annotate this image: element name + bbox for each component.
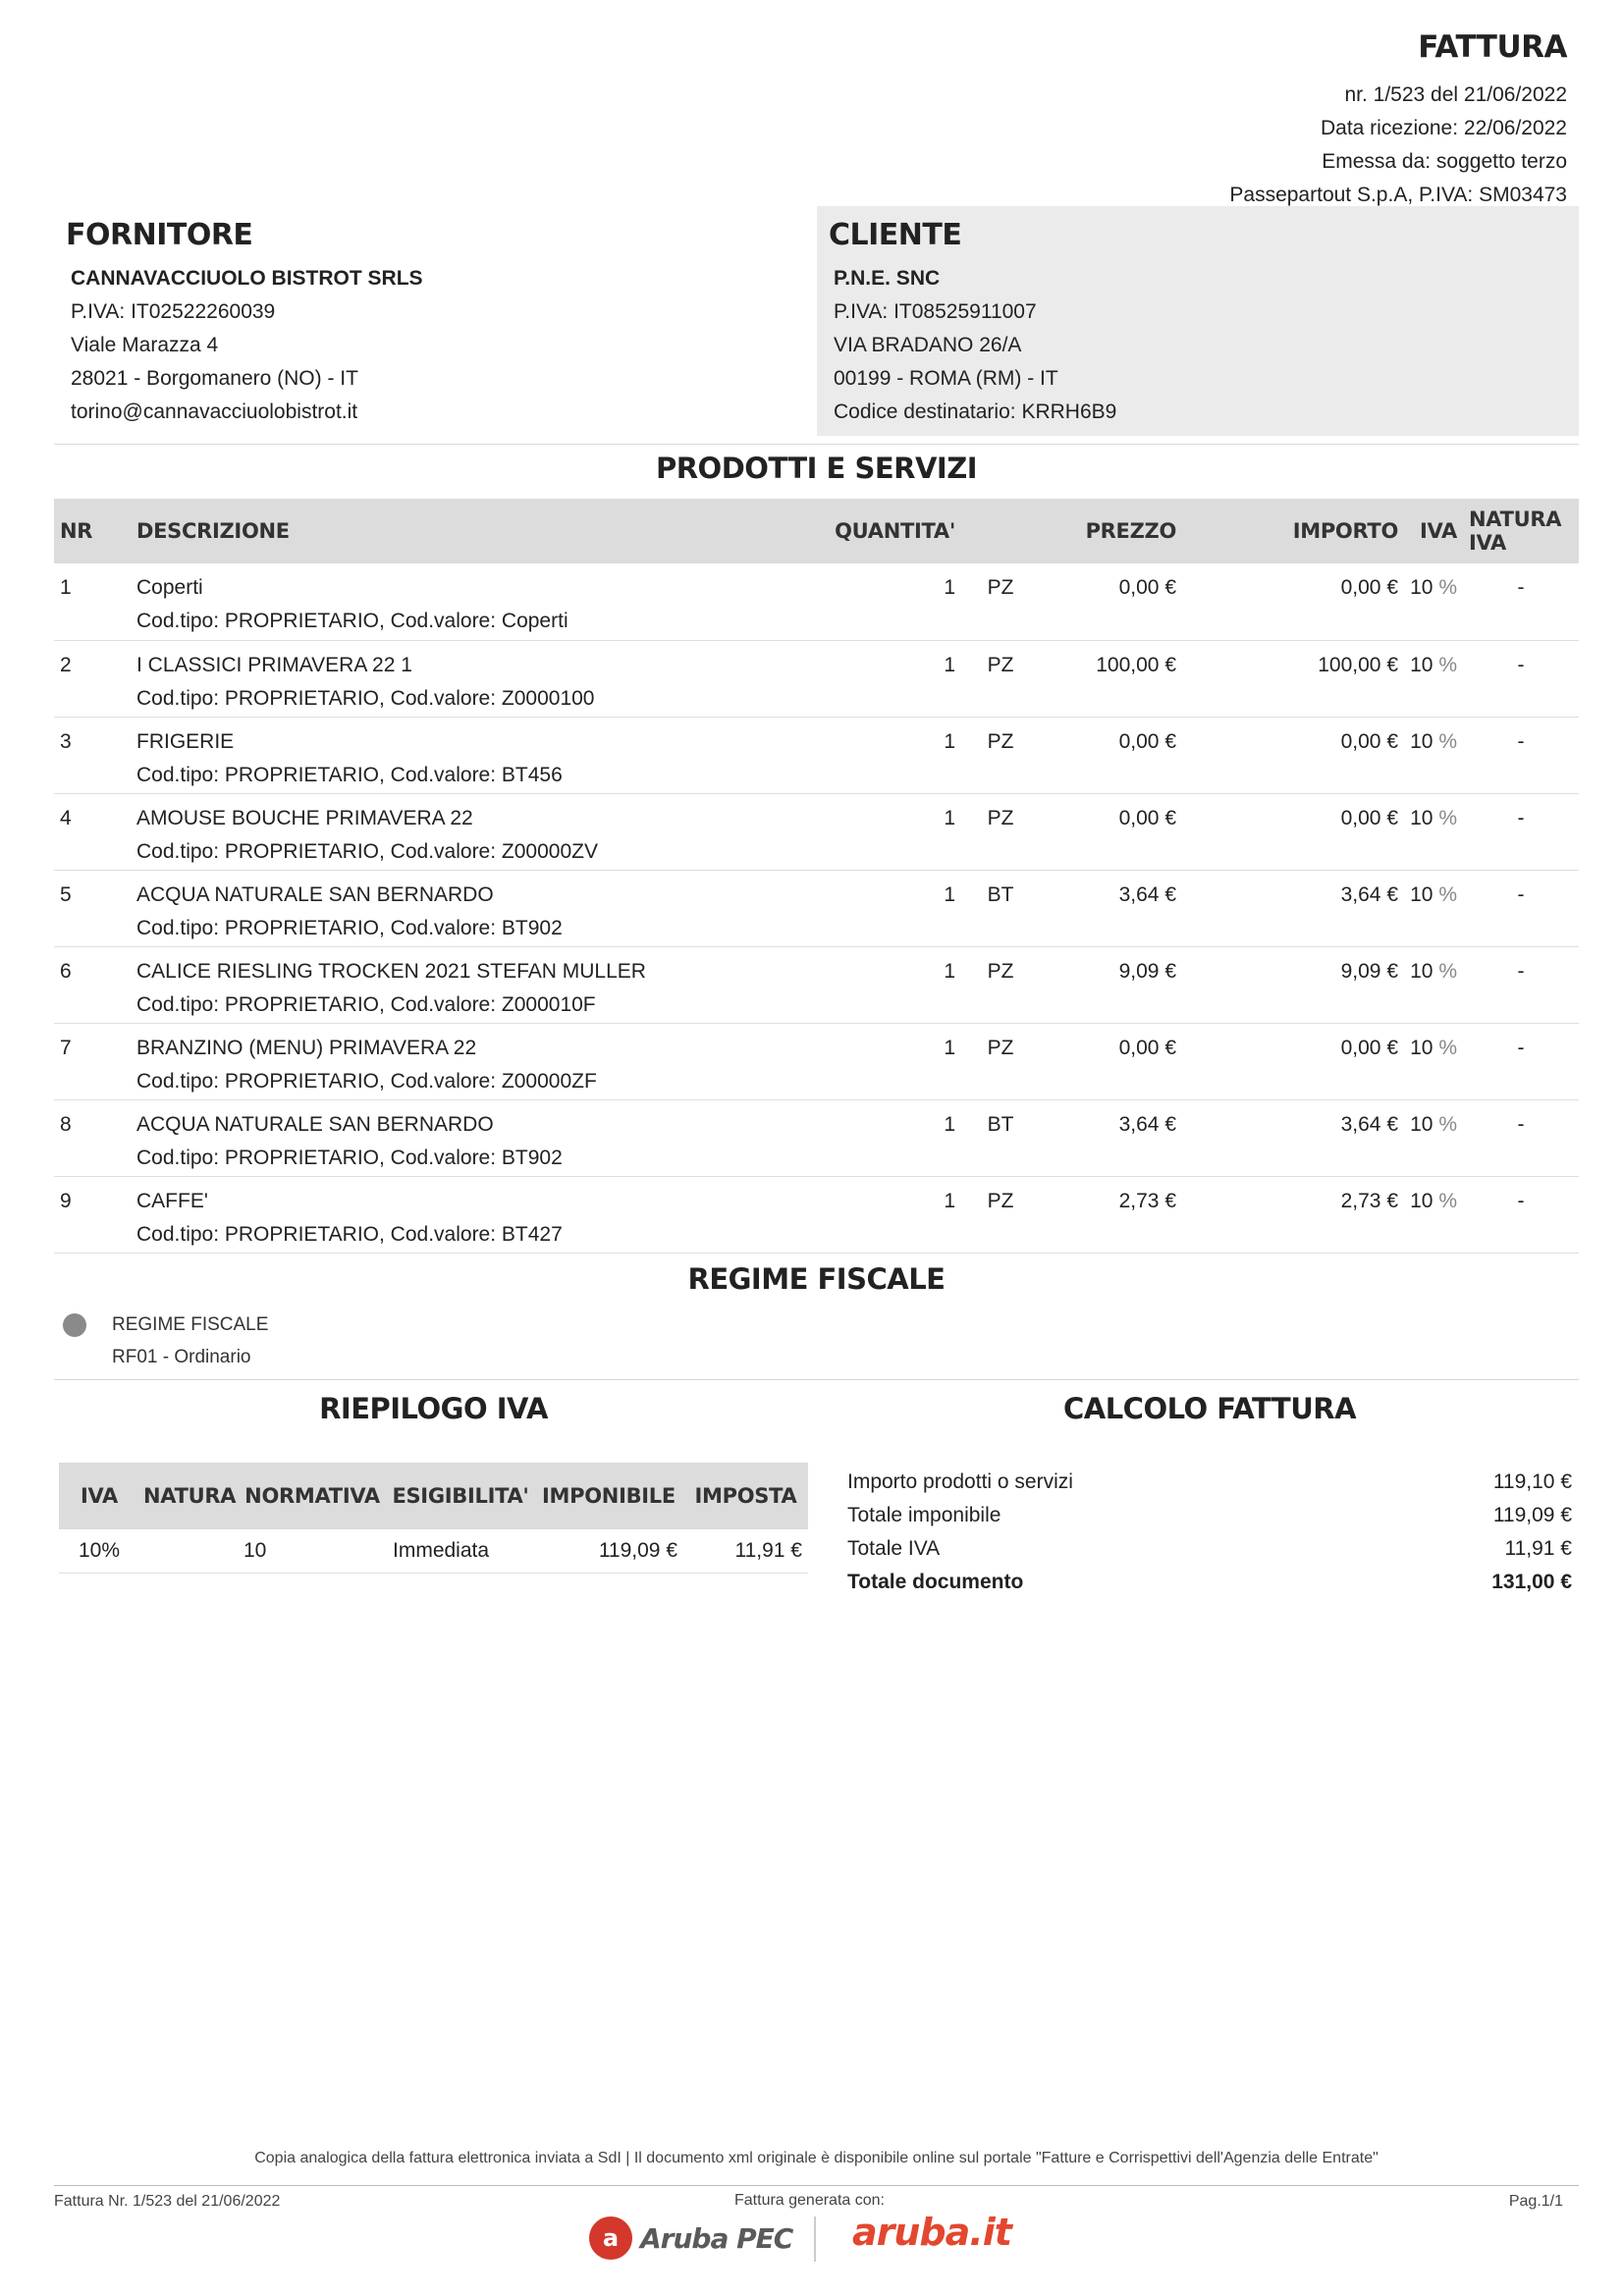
divider bbox=[54, 1379, 1579, 1380]
table-row bbox=[54, 1176, 1579, 1253]
row-price: 2,73 € bbox=[1118, 1189, 1176, 1212]
row-vat bbox=[1404, 1176, 1463, 1253]
row-nr: 1 bbox=[60, 576, 72, 599]
products-header-row bbox=[54, 499, 1579, 563]
row-code: Cod.tipo: PROPRIETARIO, Cod.valore: Z00000ZF bbox=[136, 1069, 597, 1093]
row-nature: - bbox=[1517, 882, 1525, 906]
row-amount: 9,09 € bbox=[1340, 959, 1398, 983]
row-price: 0,00 € bbox=[1118, 1036, 1176, 1059]
calc-value: 119,09 € bbox=[1492, 1504, 1572, 1526]
row-vat-pct: % bbox=[1438, 653, 1457, 676]
regime-label: REGIME FISCALE bbox=[112, 1314, 269, 1335]
issued-by: Emessa da: soggetto terzo bbox=[1322, 150, 1567, 173]
row-amount: 2,73 € bbox=[1340, 1189, 1398, 1212]
vat-summary-title: RIEPILOGO IVA bbox=[319, 1392, 548, 1425]
row-vat-pct: % bbox=[1438, 576, 1457, 599]
row-price: 0,00 € bbox=[1118, 729, 1176, 753]
row-qty: 1 bbox=[944, 959, 955, 983]
aruba-seal-icon: a bbox=[589, 2216, 632, 2260]
row-nature: - bbox=[1517, 806, 1525, 829]
row-unit: PZ bbox=[987, 1189, 1014, 1212]
calc-value: 11,91 € bbox=[1504, 1537, 1572, 1560]
row-description bbox=[131, 640, 730, 717]
row-amount: 0,00 € bbox=[1340, 729, 1398, 753]
row-vat-rate: 10 bbox=[1410, 1112, 1434, 1136]
row-amount: 100,00 € bbox=[1318, 653, 1398, 676]
row-amount: 0,00 € bbox=[1340, 1036, 1398, 1059]
row-unit: PZ bbox=[987, 1036, 1014, 1059]
row-description bbox=[131, 563, 730, 640]
aruba-pec-wordmark: Aruba PEC bbox=[640, 2221, 793, 2255]
row-vat-pct: % bbox=[1438, 729, 1457, 753]
table-row bbox=[54, 640, 1579, 717]
supplier-city: 28021 - Borgomanero (NO) - IT bbox=[71, 367, 358, 390]
row-vat-rate: 10 bbox=[1410, 806, 1434, 829]
table-row bbox=[59, 1529, 808, 1573]
row-qty: 1 bbox=[944, 1036, 955, 1059]
row-vat-rate: 10 bbox=[1410, 1036, 1434, 1059]
col-esigibilita: ESIGIBILITA' bbox=[387, 1463, 534, 1529]
footer-note: Copia analogica della fattura elettronica inviata a SdI | Il documento xml originale è disponibile online sul portale "Fatture e Corrispettivi dell'Agenzia delle Entrate" bbox=[254, 2150, 1379, 2166]
calc-label: Totale IVA bbox=[847, 1537, 941, 1560]
client-city: 00199 - ROMA (RM) - IT bbox=[834, 367, 1058, 390]
row-vat bbox=[1404, 870, 1463, 946]
row-desc: ACQUA NATURALE SAN BERNARDO bbox=[136, 882, 494, 906]
calc-row bbox=[847, 1499, 1572, 1532]
col-importo: IMPORTO bbox=[1182, 499, 1404, 563]
vat-esigibilita: Immediata bbox=[387, 1529, 534, 1573]
col-prezzo: PREZZO bbox=[1040, 499, 1182, 563]
supplier-vat: P.IVA: IT02522260039 bbox=[71, 300, 276, 323]
row-price: 3,64 € bbox=[1118, 882, 1176, 906]
row-desc: CAFFE' bbox=[136, 1189, 208, 1212]
supplier-panel bbox=[54, 206, 810, 436]
footer-divider bbox=[54, 2185, 1579, 2186]
row-vat bbox=[1404, 1099, 1463, 1176]
row-nature: - bbox=[1517, 729, 1525, 753]
row-nr: 7 bbox=[60, 1036, 72, 1059]
row-nature: - bbox=[1517, 576, 1525, 599]
row-amount: 3,64 € bbox=[1340, 882, 1398, 906]
calc-total-row bbox=[847, 1566, 1572, 1599]
row-code: Cod.tipo: PROPRIETARIO, Cod.valore: Coperti bbox=[136, 610, 568, 632]
calc-label: Totale imponibile bbox=[847, 1504, 1001, 1526]
row-vat-rate: 10 bbox=[1410, 729, 1434, 753]
table-row bbox=[54, 870, 1579, 946]
table-row bbox=[54, 717, 1579, 793]
row-vat-pct: % bbox=[1438, 806, 1457, 829]
row-nr: 5 bbox=[60, 882, 72, 906]
row-unit: PZ bbox=[987, 729, 1014, 753]
row-qty: 1 bbox=[944, 729, 955, 753]
row-description bbox=[131, 793, 730, 870]
row-nature: - bbox=[1517, 1112, 1525, 1136]
row-vat-rate: 10 bbox=[1410, 576, 1434, 599]
row-code: Cod.tipo: PROPRIETARIO, Cod.valore: BT902 bbox=[136, 916, 563, 939]
row-price: 0,00 € bbox=[1118, 576, 1176, 599]
row-vat bbox=[1404, 1023, 1463, 1099]
row-unit: PZ bbox=[987, 653, 1014, 676]
row-amount: 3,64 € bbox=[1340, 1112, 1398, 1136]
row-desc: CALICE RIESLING TROCKEN 2021 STEFAN MULLER bbox=[136, 959, 646, 983]
row-code: Cod.tipo: PROPRIETARIO, Cod.valore: BT456 bbox=[136, 763, 563, 786]
table-row bbox=[54, 1099, 1579, 1176]
col-iva: IVA bbox=[59, 1463, 139, 1529]
row-nr: 9 bbox=[60, 1189, 72, 1212]
row-description bbox=[131, 1023, 730, 1099]
row-nature: - bbox=[1517, 1036, 1525, 1059]
client-address: VIA BRADANO 26/A bbox=[834, 334, 1022, 356]
row-description bbox=[131, 717, 730, 793]
products-title: PRODOTTI E SERVIZI bbox=[655, 452, 978, 485]
row-desc: ACQUA NATURALE SAN BERNARDO bbox=[136, 1112, 494, 1136]
row-vat bbox=[1404, 563, 1463, 640]
row-qty: 1 bbox=[944, 576, 955, 599]
row-vat bbox=[1404, 946, 1463, 1023]
regime-title: REGIME FISCALE bbox=[687, 1262, 946, 1296]
vat-rate: 10% bbox=[59, 1529, 139, 1573]
calc-value: 119,10 € bbox=[1492, 1470, 1572, 1493]
row-price: 9,09 € bbox=[1118, 959, 1176, 983]
row-desc: BRANZINO (MENU) PRIMAVERA 22 bbox=[136, 1036, 477, 1059]
table-row bbox=[54, 793, 1579, 870]
row-vat-pct: % bbox=[1438, 1036, 1457, 1059]
row-amount: 0,00 € bbox=[1340, 576, 1398, 599]
row-desc: I CLASSICI PRIMAVERA 22 1 bbox=[136, 653, 412, 676]
row-code: Cod.tipo: PROPRIETARIO, Cod.valore: Z000010F bbox=[136, 992, 596, 1016]
col-nr: NR bbox=[54, 499, 131, 563]
col-iva: IVA bbox=[1404, 499, 1463, 563]
row-vat-rate: 10 bbox=[1410, 653, 1434, 676]
products-table bbox=[54, 499, 1579, 1254]
row-description bbox=[131, 1176, 730, 1253]
table-row bbox=[54, 1023, 1579, 1099]
row-vat-pct: % bbox=[1438, 882, 1457, 906]
col-unit bbox=[961, 499, 1040, 563]
vat-normativa: 10 bbox=[238, 1529, 387, 1573]
footer-page-number: Pag.1/1 bbox=[1508, 2193, 1563, 2210]
calc-panel bbox=[847, 1466, 1572, 1599]
vat-summary-header-row bbox=[59, 1463, 808, 1529]
calc-row bbox=[847, 1466, 1572, 1499]
logo-separator bbox=[814, 2216, 816, 2262]
invoice-number: nr. 1/523 del 21/06/2022 bbox=[1344, 83, 1567, 106]
row-vat-pct: % bbox=[1438, 959, 1457, 983]
row-description bbox=[131, 870, 730, 946]
row-price: 100,00 € bbox=[1096, 653, 1176, 676]
row-nr: 4 bbox=[60, 806, 72, 829]
col-natura: NATURA bbox=[139, 1463, 238, 1529]
row-unit: PZ bbox=[987, 806, 1014, 829]
row-nr: 3 bbox=[60, 729, 72, 753]
client-recipient-code: Codice destinatario: KRRH6B9 bbox=[834, 400, 1117, 423]
col-normativa: NORMATIVA bbox=[238, 1463, 387, 1529]
row-vat-rate: 10 bbox=[1410, 1189, 1434, 1212]
vat-nature bbox=[139, 1529, 238, 1573]
row-qty: 1 bbox=[944, 1112, 955, 1136]
row-nature: - bbox=[1517, 653, 1525, 676]
row-price: 0,00 € bbox=[1118, 806, 1176, 829]
row-vat-rate: 10 bbox=[1410, 959, 1434, 983]
row-vat bbox=[1404, 717, 1463, 793]
supplier-email: torino@cannavacciuolobistrot.it bbox=[71, 400, 358, 423]
vat-imponibile: 119,09 € bbox=[534, 1529, 683, 1573]
row-amount: 0,00 € bbox=[1340, 806, 1398, 829]
row-description bbox=[131, 946, 730, 1023]
row-qty: 1 bbox=[944, 806, 955, 829]
aruba-it-logo: aruba.it bbox=[852, 2211, 1011, 2254]
table-row bbox=[54, 946, 1579, 1023]
row-qty: 1 bbox=[944, 653, 955, 676]
calc-label: Importo prodotti o servizi bbox=[847, 1470, 1073, 1493]
supplier-address: Viale Marazza 4 bbox=[71, 334, 219, 356]
bullet-icon bbox=[63, 1313, 86, 1337]
row-desc: AMOUSE BOUCHE PRIMAVERA 22 bbox=[136, 806, 473, 829]
client-panel bbox=[817, 206, 1579, 436]
row-code: Cod.tipo: PROPRIETARIO, Cod.valore: BT427 bbox=[136, 1222, 563, 1246]
document-title: FATTURA bbox=[1418, 29, 1567, 65]
row-vat bbox=[1404, 640, 1463, 717]
calc-value: 131,00 € bbox=[1491, 1571, 1572, 1593]
col-natura-iva: NATURA IVA bbox=[1463, 499, 1579, 563]
footer-invoice-ref: Fattura Nr. 1/523 del 21/06/2022 bbox=[54, 2193, 281, 2210]
client-vat: P.IVA: IT08525911007 bbox=[834, 300, 1037, 323]
row-desc: Coperti bbox=[136, 576, 203, 599]
vat-summary-table bbox=[59, 1463, 808, 1574]
table-row bbox=[54, 563, 1579, 640]
row-desc: FRIGERIE bbox=[136, 729, 235, 753]
row-nature: - bbox=[1517, 1189, 1525, 1212]
row-description bbox=[131, 1099, 730, 1176]
row-vat-pct: % bbox=[1438, 1112, 1457, 1136]
row-qty: 1 bbox=[944, 882, 955, 906]
row-unit: PZ bbox=[987, 576, 1014, 599]
row-nr: 8 bbox=[60, 1112, 72, 1136]
row-unit: BT bbox=[987, 1112, 1014, 1136]
supplier-name: CANNAVACCIUOLO BISTROT SRLS bbox=[71, 267, 423, 290]
client-title: CLIENTE bbox=[829, 218, 962, 252]
row-vat-rate: 10 bbox=[1410, 882, 1434, 906]
col-quantita: QUANTITA' bbox=[730, 499, 961, 563]
calc-title: CALCOLO FATTURA bbox=[1062, 1392, 1357, 1425]
vat-imposta: 11,91 € bbox=[683, 1529, 808, 1573]
supplier-title: FORNITORE bbox=[66, 218, 253, 252]
row-vat-pct: % bbox=[1438, 1189, 1457, 1212]
aruba-pec-logo bbox=[589, 2216, 792, 2260]
col-imposta: IMPOSTA bbox=[683, 1463, 808, 1529]
row-nr: 2 bbox=[60, 653, 72, 676]
footer-generated-with: Fattura generata con: bbox=[734, 2192, 885, 2209]
receipt-date: Data ricezione: 22/06/2022 bbox=[1320, 117, 1567, 139]
row-qty: 1 bbox=[944, 1189, 955, 1212]
client-name: P.N.E. SNC bbox=[834, 267, 941, 290]
row-nr: 6 bbox=[60, 959, 72, 983]
row-price: 3,64 € bbox=[1118, 1112, 1176, 1136]
row-unit: PZ bbox=[987, 959, 1014, 983]
document-header bbox=[1229, 29, 1567, 212]
regime-value: RF01 - Ordinario bbox=[112, 1347, 251, 1367]
row-vat bbox=[1404, 793, 1463, 870]
col-descrizione: DESCRIZIONE bbox=[131, 499, 730, 563]
intermediary: Passepartout S.p.A, P.IVA: SM03473 bbox=[1229, 184, 1567, 206]
row-code: Cod.tipo: PROPRIETARIO, Cod.valore: Z00000ZV bbox=[136, 839, 598, 863]
row-nature: - bbox=[1517, 959, 1525, 983]
row-unit: BT bbox=[987, 882, 1014, 906]
row-code: Cod.tipo: PROPRIETARIO, Cod.valore: Z0000100 bbox=[136, 686, 595, 710]
calc-label: Totale documento bbox=[847, 1571, 1024, 1593]
row-code: Cod.tipo: PROPRIETARIO, Cod.valore: BT902 bbox=[136, 1146, 563, 1169]
calc-row bbox=[847, 1532, 1572, 1566]
col-imponibile: IMPONIBILE bbox=[534, 1463, 683, 1529]
divider bbox=[54, 444, 1579, 445]
